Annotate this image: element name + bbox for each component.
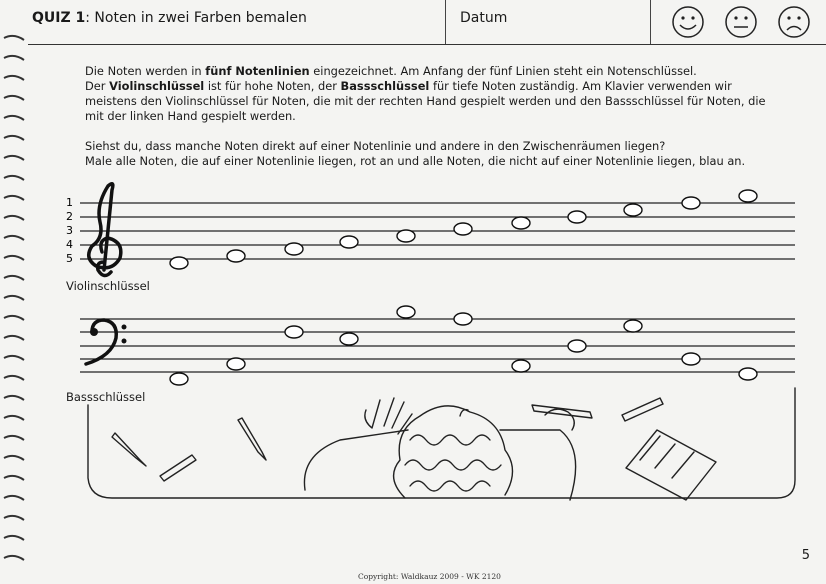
- note-head[interactable]: [739, 368, 757, 380]
- treble-staff: [80, 203, 795, 259]
- text-span: ist für hohe Noten, der: [204, 79, 341, 93]
- pencil-icon: [160, 455, 196, 481]
- bass-clef-icon: [86, 320, 127, 364]
- note-head[interactable]: [285, 326, 303, 338]
- text-span: Male alle Noten, die auf einer Notenlinie liegen, rot an und alle Noten, die nicht auf einer Notenlinie liegen, blau an.: [85, 154, 746, 168]
- note-head[interactable]: [227, 250, 245, 262]
- line-number: 1: [66, 196, 73, 209]
- note-head[interactable]: [512, 360, 530, 372]
- bold-term: Violinschlüssel: [109, 79, 205, 93]
- table-outline: [88, 388, 795, 498]
- note-head[interactable]: [682, 353, 700, 365]
- child-hair: [405, 435, 501, 491]
- note-head[interactable]: [397, 306, 415, 318]
- note-head[interactable]: [682, 197, 700, 209]
- copyright-notice: Copyright: Waldkauz 2009 - WK 2120: [358, 572, 501, 581]
- note-head[interactable]: [624, 320, 642, 332]
- child-left-arm: [304, 430, 408, 490]
- text-span: Der: [85, 79, 110, 93]
- note-head[interactable]: [397, 230, 415, 242]
- text-span: Die Noten werden in: [85, 64, 206, 78]
- date-label: Datum: [460, 10, 508, 26]
- note-head[interactable]: [739, 190, 757, 202]
- note-head[interactable]: [568, 211, 586, 223]
- pencil-icon: [622, 398, 663, 421]
- text-span: eingezeichnet. Am Anfang der fünf Linien steht ein Notenschlüssel.: [309, 64, 697, 78]
- pencil-icon: [238, 418, 266, 460]
- note-head[interactable]: [340, 236, 358, 248]
- line-number: 4: [66, 238, 73, 251]
- note-head[interactable]: [170, 373, 188, 385]
- treble-notes: [170, 190, 757, 269]
- note-head[interactable]: [512, 217, 530, 229]
- treble-clef-icon: [89, 184, 121, 276]
- pencil-box-icon: [626, 430, 716, 500]
- line-number: 5: [66, 252, 73, 265]
- page-number: 5: [801, 548, 810, 563]
- text-span: für tiefe Noten zuständig. Am Klavier verwenden wir meistens den Violinschlüssel für Noten, die mit der rechten Hand gespielt werden und den Bassschlüssel für Noten, die mit der linken Hand gespielt werden.: [85, 79, 766, 123]
- bass-clef-label: Bassschlüssel: [66, 390, 146, 404]
- text-span: Siehst du, dass manche Noten direkt auf einer Notenlinie und andere in den Zwischenräumen liegen?: [85, 139, 666, 153]
- line-number: 2: [66, 210, 73, 223]
- note-head[interactable]: [340, 333, 358, 345]
- note-head[interactable]: [454, 223, 472, 235]
- note-head[interactable]: [227, 358, 245, 370]
- pencil-icon: [112, 433, 146, 466]
- treble-clef-label: Violinschlüssel: [66, 279, 150, 293]
- note-head[interactable]: [454, 313, 472, 325]
- child-drawing-illustration: [88, 388, 795, 500]
- quiz-title-text: : Noten in zwei Farben bemalen: [85, 10, 307, 26]
- bold-term: Bassschlüssel: [340, 79, 430, 93]
- staff-line-numbers: [66, 196, 73, 265]
- bold-term: fünf Notenlinien: [205, 64, 310, 78]
- note-head[interactable]: [170, 257, 188, 269]
- note-head[interactable]: [568, 340, 586, 352]
- line-number: 3: [66, 224, 73, 237]
- note-head[interactable]: [285, 243, 303, 255]
- note-head[interactable]: [624, 204, 642, 216]
- pencil-icon: [532, 405, 592, 418]
- quiz-number: QUIZ 1: [32, 10, 86, 26]
